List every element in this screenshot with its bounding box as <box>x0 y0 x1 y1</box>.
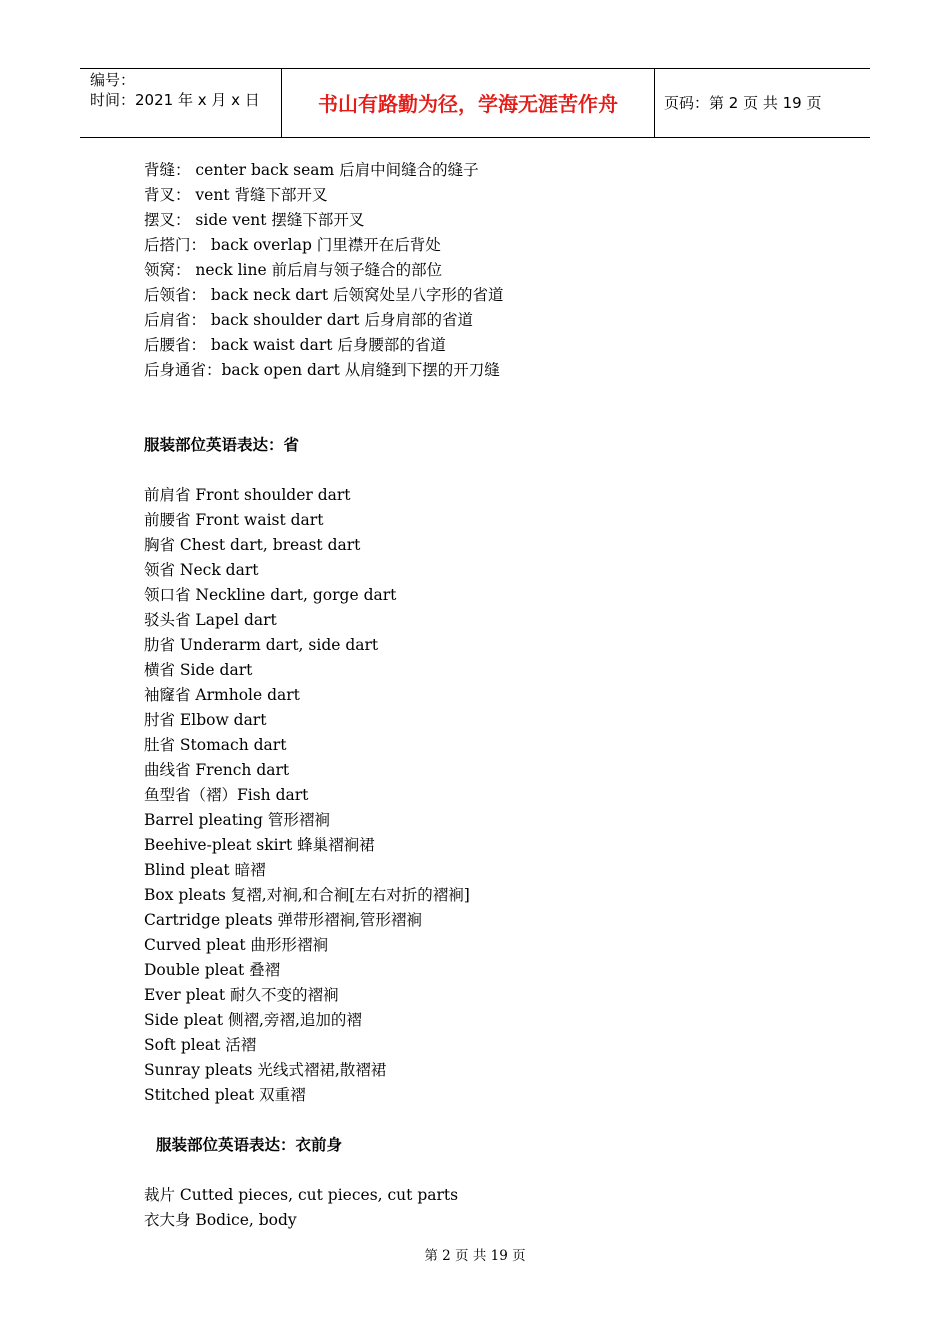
term-line: Blind pleat 暗褶 <box>144 861 266 879</box>
term-line: 后身通省：back open dart 从肩缝到下摆的开刀缝 <box>144 361 500 379</box>
term-line: 领窝： neck line 前后肩与领子缝合的部位 <box>144 261 443 279</box>
term-line: 后肩省： back shoulder dart 后身肩部的省道 <box>144 311 473 329</box>
term-line: Stitched pleat 双重褶 <box>144 1086 306 1104</box>
term-line: 后搭门： back overlap 门里襟开在后背处 <box>144 236 441 254</box>
term-line: 后领省： back neck dart 后领窝处呈八字形的省道 <box>144 286 504 304</box>
term-line: 前腰省 Front waist dart <box>144 511 324 529</box>
spacer <box>144 1158 844 1183</box>
header-meta-cell <box>80 69 282 137</box>
section-heading-front: 服装部位英语表达：衣前身 <box>156 1136 343 1154</box>
term-line: 裁片 Cutted pieces, cut pieces, cut parts <box>144 1186 459 1204</box>
term-line: Sunray pleats 光线式褶裙,散褶裙 <box>144 1061 387 1079</box>
term-line: 后腰省： back waist dart 后身腰部的省道 <box>144 336 446 354</box>
term-line: 衣大身 Bodice, body <box>144 1211 297 1229</box>
page-info: 页码：第 2 页 共 19 页 <box>664 94 822 112</box>
term-line: 领口省 Neckline dart, gorge dart <box>144 586 397 604</box>
term-line: 鱼型省（褶）Fish dart <box>144 786 309 804</box>
term-line: Soft pleat 活褶 <box>144 1036 257 1054</box>
header-motto-cell <box>282 69 655 137</box>
term-line: Double pleat 叠褶 <box>144 961 281 979</box>
term-line: 肚省 Stomach dart <box>144 736 287 754</box>
term-line: 横省 Side dart <box>144 661 253 679</box>
term-line: 胸省 Chest dart, breast dart <box>144 536 361 554</box>
number-label: 编号： <box>90 71 136 89</box>
term-line: Side pleat 侧褶,旁褶,追加的褶 <box>144 1011 362 1029</box>
term-line: Barrel pleating 管形褶裥 <box>144 811 330 829</box>
term-line: 前肩省 Front shoulder dart <box>144 486 351 504</box>
term-line: 驳头省 Lapel dart <box>144 611 277 629</box>
term-line: 袖窿省 Armhole dart <box>144 686 300 704</box>
term-line: Beehive-pleat skirt 蜂巢褶裥裙 <box>144 836 375 854</box>
term-line: 背缝： center back seam 后肩中间缝合的缝子 <box>144 161 479 179</box>
section-heading-darts: 服装部位英语表达：省 <box>144 436 300 454</box>
spacer <box>144 1108 844 1133</box>
header-page-cell <box>655 69 870 137</box>
term-line: 背叉： vent 背缝下部开叉 <box>144 186 328 204</box>
term-line: Cartridge pleats 弹带形褶裥,管形褶裥 <box>144 911 422 929</box>
term-line: 肘省 Elbow dart <box>144 711 267 729</box>
motto-text: 书山有路勤为径，学海无涯苦作舟 <box>318 92 618 116</box>
term-line: 曲线省 French dart <box>144 761 290 779</box>
spacer <box>144 458 844 483</box>
document-body <box>144 158 844 1233</box>
term-line: Box pleats 复褶,对裥,和合裥[左右对折的褶裥] <box>144 886 470 904</box>
term-line: Ever pleat 耐久不变的褶裥 <box>144 986 339 1004</box>
time-label: 时间：2021 年 x 月 x 日 <box>90 91 260 109</box>
term-line: 领省 Neck dart <box>144 561 259 579</box>
term-line: Curved pleat 曲形形褶裥 <box>144 936 328 954</box>
spacer <box>144 408 844 433</box>
term-line: 摆叉： side vent 摆缝下部开叉 <box>144 211 365 229</box>
spacer <box>144 383 844 408</box>
page-footer: 第 2 页 共 19 页 <box>424 1248 526 1264</box>
term-line: 肋省 Underarm dart, side dart <box>144 636 379 654</box>
document-header <box>80 68 870 138</box>
